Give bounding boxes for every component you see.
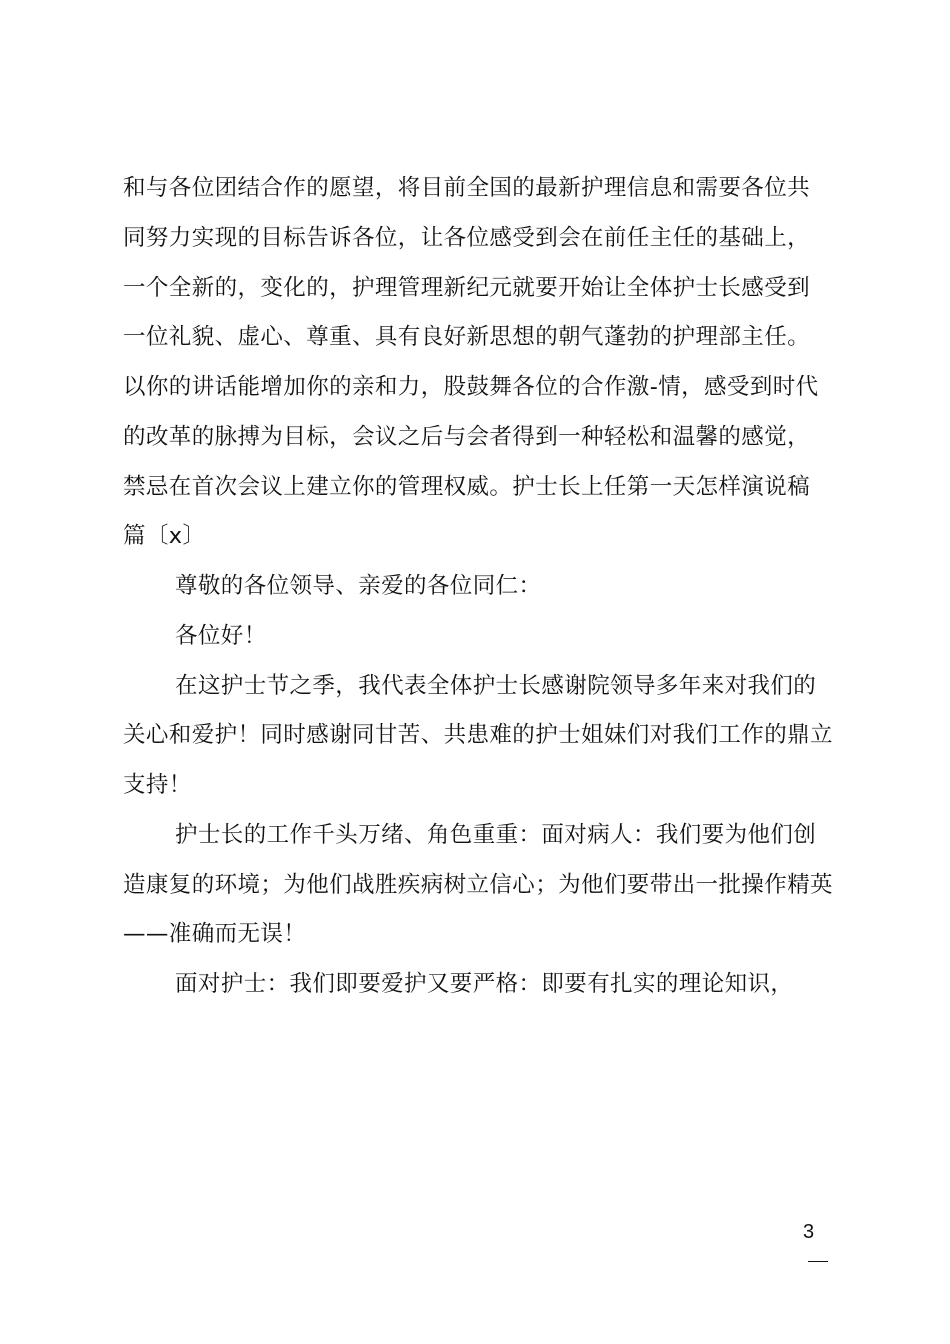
greeting: 各位好！ [175,623,267,649]
paragraph-line: 造康复的环境；为他们战胜疾病树立信心；为他们要带出一批操作精英 [123,872,833,898]
text-line: 以你的讲话能增加你的亲和力，股鼓舞各位的合作激-情，感受到时代 [123,374,819,400]
paragraph-line: 护士长的工作千头万绪、角色重重：面对病人：我们要为他们创 [175,822,817,848]
page-number: 3 [803,1221,815,1243]
text-line: 禁忌在首次会议上建立你的管理权威。护士长上任第一天怎样演说稿 [123,474,811,500]
salutation: 尊敬的各位领导、亲爱的各位同仁： [175,573,542,599]
text-line: 和与各位团结合作的愿望，将目前全国的最新护理信息和需要各位共 [123,175,811,201]
section-label: 篇〔x〕 [123,523,206,549]
paragraph-line: 支持！ [123,772,192,798]
text-line: 一个全新的，变化的，护理管理新纪元就要开始让全体护士长感受到 [123,275,811,301]
text-line: 一位礼貌、虚心、尊重、具有良好新思想的朝气蓬勃的护理部主任。 [123,324,811,350]
text-line: 同努力实现的目标告诉各位，让各位感受到会在前任主任的基础上， [123,225,811,251]
paragraph-line: ——准确而无误！ [123,921,307,947]
page-number-rule [808,1261,828,1262]
paragraph-line: 在这护士节之季，我代表全体护士长感谢院领导多年来对我们的 [175,673,817,699]
paragraph-line: 关心和爱护！同时感谢同甘苦、共患难的护士姐妹们对我们工作的鼎立 [123,722,833,748]
text-line: 的改革的脉搏为目标，会议之后与会者得到一种轻松和温馨的感觉， [123,424,811,450]
paragraph-line: 面对护士：我们即要爱护又要严格：即要有扎实的理论知识， [175,971,794,997]
